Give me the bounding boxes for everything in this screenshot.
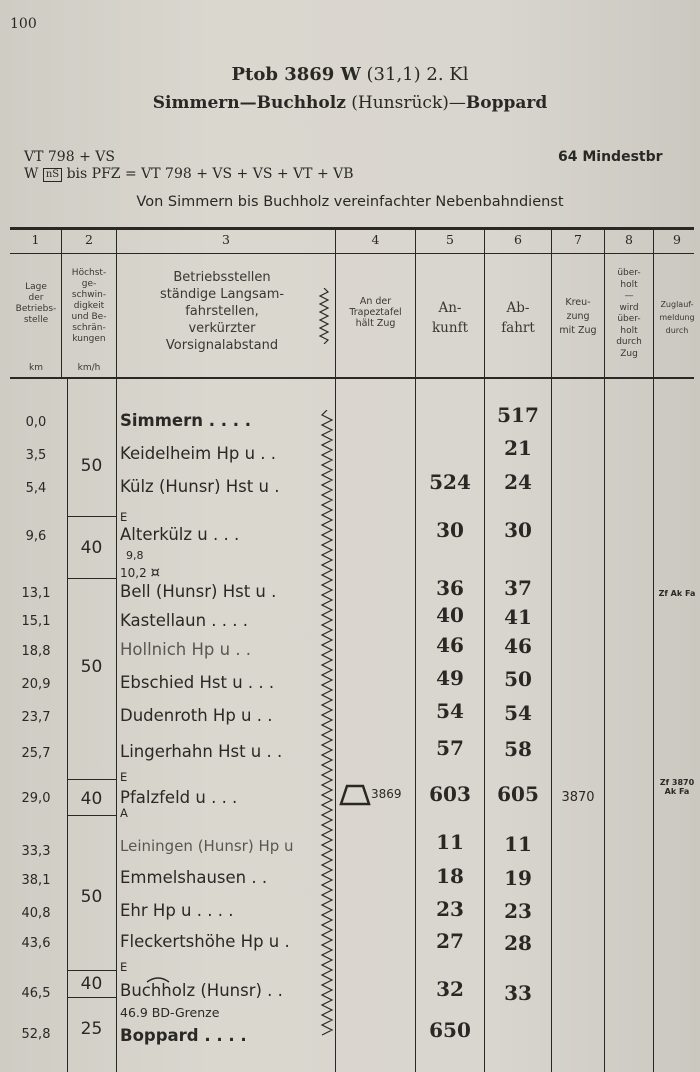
speed-divider-4 (68, 815, 116, 816)
departure-time: 30 (504, 518, 532, 542)
arrival-time: 32 (436, 977, 464, 1001)
min-brake-percentage: 64 Mindestbr (558, 149, 663, 165)
departure-time: 33 (504, 981, 532, 1005)
station-name: Hollnich Hp u . . (120, 640, 252, 659)
station-name: Fleckertshöhe Hp u . (120, 932, 290, 951)
marker-a: A (120, 806, 128, 820)
col6-header: Ab- fahrt (501, 300, 535, 336)
speed-value: 40 (80, 538, 103, 558)
station-name: Kastellaun . . . . (120, 611, 249, 630)
col5-header: An- kunft (432, 300, 468, 336)
col-number-4: 4 (371, 232, 380, 247)
col-divider-3 (335, 229, 336, 1072)
header-bottom-rule (10, 377, 694, 379)
station-name: Lingerhahn Hst u . . (120, 742, 283, 761)
station-name: Buchholz (Hunsr) . . (120, 981, 283, 1000)
departure-time: 58 (504, 737, 532, 761)
arrival-time: 650 (429, 1018, 471, 1042)
marker-e: E (120, 510, 128, 524)
speed-divider-6 (68, 997, 116, 998)
col-divider-6 (551, 229, 552, 1072)
km-value: 29,0 (21, 791, 51, 806)
departure-time: 19 (504, 866, 532, 890)
header-wavy-line-icon (318, 288, 330, 344)
ns-box: nS (43, 168, 62, 182)
slow-section-wavy-line-icon (320, 410, 334, 1040)
column-number-rule (10, 253, 694, 254)
trapeze-train-number: 3869 (371, 787, 402, 801)
speed-value: 40 (80, 974, 103, 994)
speed-value: 40 (80, 789, 103, 809)
departure-time: 37 (504, 576, 532, 600)
col-number-2: 2 (85, 232, 93, 247)
arrival-time: 27 (436, 929, 464, 953)
train-report-note: Zf Ak Fa (658, 589, 696, 598)
departure-time: 605 (497, 782, 539, 806)
departure-time: 54 (504, 701, 532, 725)
col-number-7: 7 (574, 232, 582, 247)
col-divider-8 (653, 229, 654, 1072)
station-name: Dudenroth Hp u . . (120, 706, 273, 725)
departure-time: 46 (504, 634, 532, 658)
col4-header: An der Trapeztafel hält Zug (349, 296, 402, 329)
signal-icon: ¤ (150, 563, 161, 581)
marker-km: 9,8 (126, 549, 144, 562)
speed-divider-1 (68, 516, 116, 517)
km-value: 3,5 (25, 448, 47, 463)
speed-value: 50 (80, 887, 103, 907)
speed-divider-2 (68, 578, 116, 579)
arrival-time: 36 (436, 576, 464, 600)
arc-icon (145, 975, 171, 983)
km-value: 43,6 (21, 936, 51, 951)
bd-border-note: 46.9 BD-Grenze (120, 1005, 220, 1020)
composition-line-1: VT 798 + VS (24, 149, 115, 165)
col-number-9: 9 (673, 232, 681, 247)
col2-header: Höchst- ge- schwin- digkeit und Be- schrän- kungen (71, 268, 107, 344)
crossing-train-number: 3870 (561, 790, 595, 805)
departure-time: 517 (497, 403, 539, 427)
km-value: 25,7 (21, 746, 51, 761)
arrival-time: 49 (436, 666, 464, 690)
col-number-8: 8 (625, 232, 633, 247)
arrival-time: 11 (436, 830, 464, 854)
departure-time: 28 (504, 931, 532, 955)
speed-divider-3 (68, 779, 116, 780)
speed-value: 50 (80, 456, 103, 476)
km-value: 20,9 (21, 677, 51, 692)
route-mid: (Hunsrück)— (345, 93, 466, 113)
km-value: 23,7 (21, 710, 51, 725)
station-name: Emmelshausen . . (120, 868, 268, 887)
station-name: Külz (Hunsr) Hst u . (120, 477, 280, 496)
departure-time: 50 (504, 667, 532, 691)
km-value: 18,8 (21, 644, 51, 659)
col9-header: Zuglauf- meldung durch (659, 300, 695, 335)
col8-header: über- holt — wird über- holt durch Zug (616, 268, 642, 359)
col-number-6: 6 (514, 232, 522, 247)
speed-divider-5 (68, 970, 116, 971)
km-value: 0,0 (25, 415, 47, 430)
station-name: Keidelheim Hp u . . (120, 444, 277, 463)
service-note: Von Simmern bis Buchholz vereinfachter Nebenbahndienst (136, 194, 564, 210)
route-title (0, 93, 700, 113)
station-name: Leiningen (Hunsr) Hp u (120, 837, 294, 855)
arrival-time: 57 (436, 736, 464, 760)
departure-time: 23 (504, 899, 532, 923)
km-value: 33,3 (21, 844, 51, 859)
station-name: Pfalzfeld u . . . (120, 788, 238, 807)
km-value: 15,1 (21, 614, 51, 629)
train-report-note: Zf 3870 Ak Fa (659, 778, 695, 796)
station-name: Ebschied Hst u . . . (120, 673, 275, 692)
marker-km: 10,2 ¤ (120, 563, 161, 581)
arrival-time: 18 (436, 864, 464, 888)
page-number: 100 (10, 16, 37, 32)
arrival-time: 54 (436, 699, 464, 723)
arrival-time: 46 (436, 633, 464, 657)
route-to: Boppard (465, 93, 548, 113)
marker-e: E (120, 770, 128, 784)
departure-time: 21 (504, 436, 532, 460)
arrival-time: 603 (429, 782, 471, 806)
arrival-time: 524 (429, 470, 471, 494)
col-number-1: 1 (31, 232, 40, 247)
col2-unit: km/h (77, 363, 101, 373)
col1-header: Lage der Betriebs- stelle (15, 282, 57, 325)
station-name: Ehr Hp u . . . . (120, 901, 234, 920)
w-rest: bis PFZ = VT 798 + VS + VS + VT + VB (62, 166, 354, 182)
col-number-5: 5 (446, 232, 454, 247)
station-name: Boppard . . . . (120, 1026, 247, 1045)
col-number-3: 3 (222, 232, 230, 247)
route-from: Simmern—Buchholz (152, 93, 346, 113)
col-divider-1b (67, 379, 68, 1072)
train-number: Ptob 3869 W (231, 64, 361, 85)
km-value: 9,6 (25, 529, 47, 544)
arrival-time: 40 (436, 603, 464, 627)
marker-e: E (120, 960, 128, 974)
col3-header: Betriebsstellen ständige Langsam- fahrstellen, verkürzter Vorsignalabstand (159, 270, 285, 353)
col7-header: Kreu- zung mit Zug (559, 297, 597, 336)
km-value: 38,1 (21, 873, 51, 888)
speed-value: 25 (80, 1019, 103, 1039)
station-name: Simmern . . . . (120, 411, 252, 430)
arrival-time: 23 (436, 897, 464, 921)
table-top-rule (10, 227, 694, 230)
km-value: 46,5 (21, 986, 51, 1001)
train-title (0, 64, 700, 85)
departure-time: 41 (504, 605, 532, 629)
train-class: (31,1) 2. Kl (360, 64, 469, 85)
speed-value: 50 (80, 657, 103, 677)
col-divider-2 (116, 229, 117, 1072)
composition-line-2 (24, 166, 354, 182)
arrival-time: 30 (436, 518, 464, 542)
km-value: 13,1 (21, 586, 51, 601)
trapeze-board-icon (339, 784, 371, 806)
km-value: 52,8 (21, 1027, 51, 1042)
station-name: Alterkülz u . . . (120, 525, 240, 544)
km-value: 40,8 (21, 906, 51, 921)
departure-time: 24 (504, 470, 532, 494)
col1-unit: km (29, 363, 43, 373)
col-divider-5 (484, 229, 485, 1072)
station-name: Bell (Hunsr) Hst u . (120, 582, 277, 601)
departure-time: 11 (504, 832, 532, 856)
km-value: 5,4 (25, 481, 47, 496)
w-prefix: W (24, 166, 43, 182)
